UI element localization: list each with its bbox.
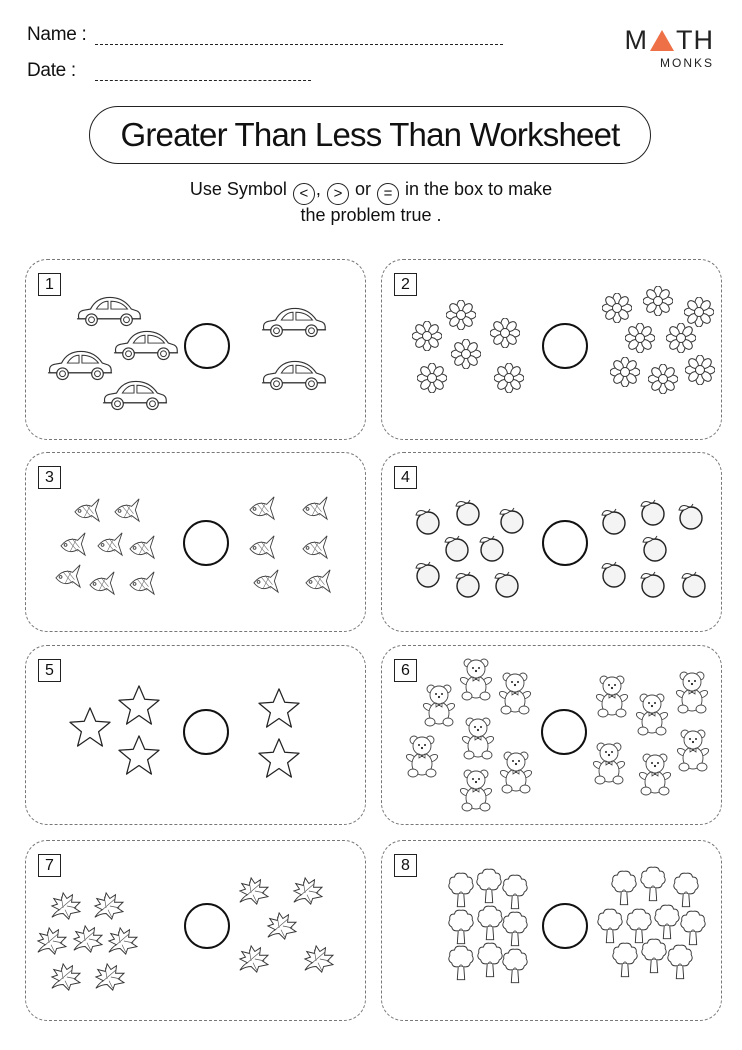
problem-number: 8 [394, 854, 417, 877]
teddy-bear-icon [595, 674, 629, 718]
answer-circle[interactable] [183, 520, 229, 566]
tree-icon [477, 904, 503, 942]
orange-icon [454, 569, 482, 599]
orange-icon [498, 505, 526, 535]
leaf-icon [48, 962, 82, 992]
flower-icon [602, 293, 632, 323]
orange-icon [680, 569, 708, 599]
tree-icon [667, 943, 693, 981]
fish-icon [248, 534, 276, 560]
problem-number: 1 [38, 273, 61, 296]
flower-icon [685, 355, 715, 385]
problem-1 [25, 259, 366, 440]
orange-icon [478, 533, 506, 563]
instructions-suffix: in the box to make [405, 179, 553, 199]
leaf-icon [70, 924, 104, 954]
answer-circle[interactable] [542, 323, 588, 369]
problem-number: 7 [38, 854, 61, 877]
flower-icon [610, 357, 640, 387]
problem-7 [25, 840, 366, 1021]
date-label: Date : [27, 60, 76, 81]
tree-icon [597, 907, 623, 945]
flower-icon [417, 363, 447, 393]
problem-8 [381, 840, 722, 1021]
answer-circle[interactable] [183, 709, 229, 755]
tree-icon [448, 944, 474, 982]
tree-icon [611, 869, 637, 907]
orange-icon [414, 559, 442, 589]
leaf-icon [34, 926, 68, 956]
flower-icon [625, 323, 655, 353]
leaf-icon [290, 876, 324, 906]
flower-icon [412, 321, 442, 351]
car-icon [112, 327, 180, 363]
tree-icon [641, 937, 667, 975]
car-icon [260, 304, 328, 340]
tree-icon [654, 903, 680, 941]
problem-number: 5 [38, 659, 61, 682]
logo-subtitle: MONKS [659, 56, 714, 70]
car-icon [75, 293, 143, 329]
teddy-bear-icon [638, 752, 672, 796]
tree-icon [502, 873, 528, 911]
name-label: Name : [27, 24, 87, 45]
leaf-icon [92, 962, 126, 992]
teddy-bear-icon [405, 734, 439, 778]
fish-icon [113, 497, 141, 523]
less-than-symbol: < [293, 183, 315, 205]
logo-letters-th: TH [676, 25, 714, 55]
greater-than-symbol: > [327, 183, 349, 205]
fish-icon [128, 570, 156, 596]
instructions-line-1 [0, 177, 742, 205]
date-field[interactable] [95, 80, 311, 81]
flower-icon [451, 339, 481, 369]
star-icon [257, 737, 301, 779]
problem-number: 4 [394, 466, 417, 489]
leaf-icon [48, 891, 82, 921]
teddy-bear-icon [459, 657, 493, 701]
star-icon [117, 684, 161, 726]
tree-icon [612, 941, 638, 979]
tree-icon [476, 867, 502, 905]
tree-icon [502, 947, 528, 985]
star-icon [68, 706, 112, 748]
tree-icon [477, 941, 503, 979]
orange-icon [443, 533, 471, 563]
leaf-icon [301, 944, 335, 974]
name-field[interactable] [95, 44, 503, 45]
orange-icon [600, 559, 628, 589]
teddy-bear-icon [422, 683, 456, 727]
problem-4 [381, 452, 722, 632]
page-title-text: Greater Than Less Than Worksheet [120, 116, 620, 153]
problem-3 [25, 452, 366, 632]
orange-icon [639, 569, 667, 599]
car-icon [260, 357, 328, 393]
flower-icon [494, 363, 524, 393]
orange-icon [641, 533, 669, 563]
orange-icon [454, 497, 482, 527]
page-title [89, 106, 651, 164]
flower-icon [666, 323, 696, 353]
orange-icon [639, 497, 667, 527]
tree-icon [640, 865, 666, 903]
fish-icon [128, 534, 156, 560]
answer-circle[interactable] [184, 903, 230, 949]
orange-icon [600, 506, 628, 536]
orange-icon [414, 506, 442, 536]
teddy-bear-icon [592, 741, 626, 785]
answer-circle[interactable] [542, 903, 588, 949]
leaf-icon [91, 891, 125, 921]
problem-number: 2 [394, 273, 417, 296]
fish-icon [301, 534, 329, 560]
flower-icon [648, 364, 678, 394]
instructions-prefix: Use Symbol [189, 179, 287, 199]
fish-icon [252, 568, 280, 594]
leaf-icon [236, 876, 270, 906]
teddy-bear-icon [498, 671, 532, 715]
logo-triangle-icon [650, 30, 674, 51]
flower-icon [490, 318, 520, 348]
logo-letter-m: M [624, 25, 648, 55]
car-icon [101, 377, 169, 413]
problem-6 [381, 645, 722, 825]
orange-icon [677, 501, 705, 531]
fish-icon [304, 568, 332, 594]
answer-circle[interactable] [542, 520, 588, 566]
star-icon [257, 687, 301, 729]
or-text: or [354, 179, 371, 199]
leaf-icon [105, 926, 139, 956]
star-icon [117, 734, 161, 776]
fish-icon [88, 570, 116, 596]
tree-icon [502, 910, 528, 948]
tree-icon [448, 871, 474, 909]
fish-icon [59, 531, 87, 557]
orange-icon [493, 569, 521, 599]
teddy-bear-icon [635, 692, 669, 736]
fish-icon [54, 563, 82, 589]
teddy-bear-icon [459, 768, 493, 812]
comma: , [315, 179, 321, 199]
fish-icon [248, 495, 276, 521]
teddy-bear-icon [461, 716, 495, 760]
fish-icon [96, 531, 124, 557]
answer-circle[interactable] [541, 709, 587, 755]
problem-number: 6 [394, 659, 417, 682]
flower-icon [446, 300, 476, 330]
fish-icon [73, 497, 101, 523]
equals-symbol: = [377, 183, 399, 205]
fish-icon [301, 495, 329, 521]
math-monks-logo [622, 26, 714, 70]
teddy-bear-icon [676, 728, 710, 772]
problem-2 [381, 259, 722, 440]
tree-icon [680, 909, 706, 947]
problem-5 [25, 645, 366, 825]
flower-icon [643, 286, 673, 316]
teddy-bear-icon [499, 750, 533, 794]
answer-circle[interactable] [184, 323, 230, 369]
teddy-bear-icon [675, 670, 709, 714]
leaf-icon [236, 944, 270, 974]
problem-number: 3 [38, 466, 61, 489]
instructions-line-2: the problem true . [300, 205, 442, 225]
tree-icon [448, 908, 474, 946]
leaf-icon [264, 911, 298, 941]
